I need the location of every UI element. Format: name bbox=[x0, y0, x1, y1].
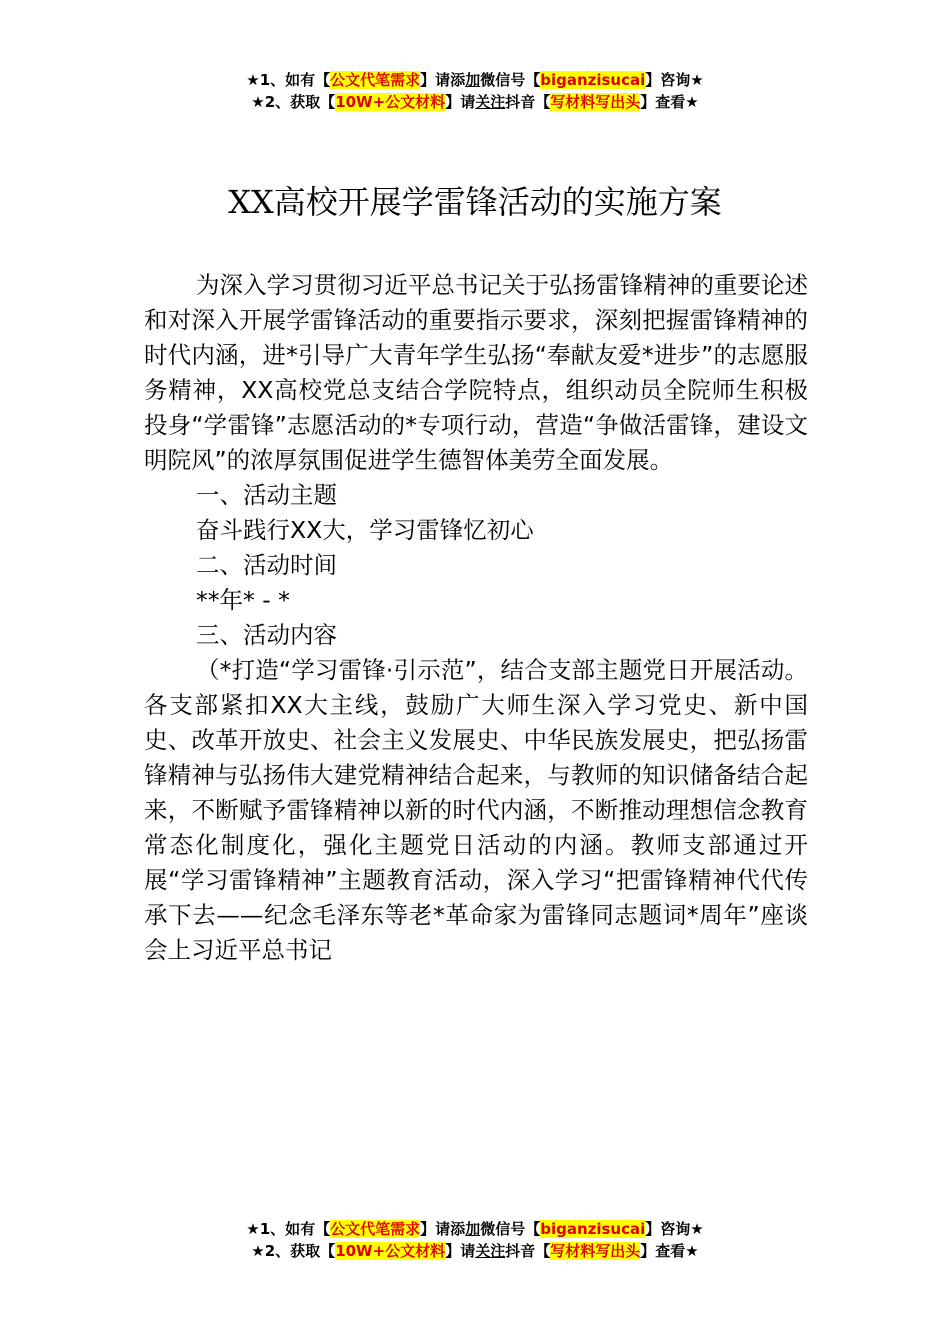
banner-text: 微信号【 bbox=[480, 1220, 541, 1238]
document-title: XX高校开展学雷锋活动的实施方案 bbox=[228, 183, 722, 221]
banner-text: 】查看★ bbox=[640, 93, 699, 111]
banner-highlight: 公文代笔需求 bbox=[330, 1220, 421, 1238]
banner-highlight: biganzisucai bbox=[540, 71, 646, 89]
banner-text: ★1、如有【 bbox=[246, 1220, 331, 1238]
banner-underlined-text: 加 bbox=[465, 1220, 481, 1238]
banner-highlight: 写材料写出头 bbox=[550, 93, 641, 111]
banner-highlight: 10W+公文材料 bbox=[335, 1242, 446, 1260]
document-body bbox=[144, 268, 808, 968]
banner-line-2 bbox=[0, 1240, 950, 1262]
footer-banner bbox=[0, 1218, 950, 1262]
banner-text: ★1、如有【 bbox=[246, 71, 331, 89]
banner-underlined-text: 关注 bbox=[475, 93, 506, 111]
banner-text: 微信号【 bbox=[480, 71, 541, 89]
section-heading: 二、活动时间 bbox=[196, 551, 337, 579]
banner-text: 】请添 bbox=[420, 1220, 466, 1238]
banner-text: 】请添 bbox=[420, 71, 466, 89]
banner-text: 】请 bbox=[445, 1242, 476, 1260]
banner-line-2 bbox=[0, 91, 950, 113]
banner-text: ★2、获取【 bbox=[251, 1242, 336, 1260]
banner-line-1 bbox=[0, 1218, 950, 1240]
header-banner bbox=[0, 69, 950, 113]
banner-text: 】查看★ bbox=[640, 1242, 699, 1260]
banner-text: 抖音【 bbox=[505, 93, 551, 111]
banner-line-1 bbox=[0, 69, 950, 91]
banner-text: ★2、获取【 bbox=[251, 93, 336, 111]
banner-highlight: 公文代笔需求 bbox=[330, 71, 421, 89]
banner-highlight: biganzisucai bbox=[540, 1220, 646, 1238]
banner-text: 】咨询★ bbox=[645, 71, 704, 89]
intro-paragraph: 为深入学习贯彻习近平总书记关于弘扬雷锋精神的重要论述和对深入开展学雷锋活动的重要指示要求，深刻把握雷锋精神的时代内涵，进*引导广大青年学生弘扬“奉献友爱*进步”的志愿服务精神，XX高校党总支结合学院特点，组织动员全院师生积极投身“学雷锋”志愿活动的*专项行动，营造“争做活雷锋，建设文明院风”的浓厚氛围促进学生德智体美劳全面发展。 bbox=[144, 271, 808, 474]
paragraph: （*打造“学习雷锋·引示范”，结合支部主题党日开展活动。各支部紧扣XX大主线，鼓励广大师生深入学习党史、新中国史、改革开放史、社会主义发展史、中华民族发展史，把弘扬雷锋精神与弘扬伟大建党精神结合起来，与教师的知识储备结合起来，不断赋予雷锋精神以新的时代内涵，不断推动理想信念教育常态化制度化，强化主题党日活动的内涵。教师支部通过开展“学习雷锋精神”主题教育活动，深入学习“把雷锋精神代代传承下去——纪念毛泽东等老*革命家为雷锋同志题词*周年”座谈会上习近平总书记 bbox=[144, 656, 808, 964]
paragraph: 奋斗践行XX大，学习雷锋忆初心 bbox=[196, 516, 534, 544]
section-heading: 一、活动主题 bbox=[196, 481, 337, 509]
banner-highlight: 写材料写出头 bbox=[550, 1242, 641, 1260]
banner-text: 】咨询★ bbox=[645, 1220, 704, 1238]
paragraph: **年* - * bbox=[196, 586, 290, 614]
banner-highlight: 10W+公文材料 bbox=[335, 93, 446, 111]
banner-underlined-text: 加 bbox=[465, 71, 481, 89]
banner-text: 抖音【 bbox=[505, 1242, 551, 1260]
banner-text: 】请 bbox=[445, 93, 476, 111]
banner-underlined-text: 关注 bbox=[475, 1242, 506, 1260]
section-heading: 三、活动内容 bbox=[196, 621, 337, 649]
